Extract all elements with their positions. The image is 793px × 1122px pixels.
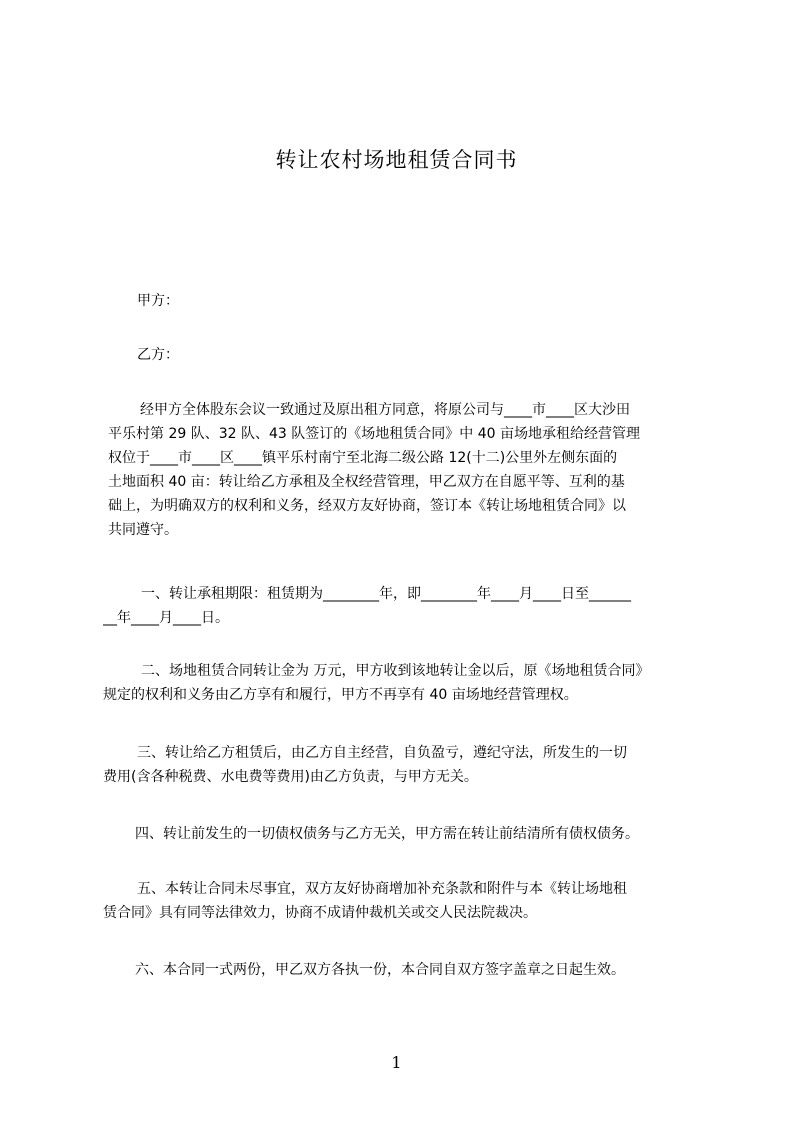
text-line: 二、场地租赁合同转让金为 万元，甲方收到该地转让金以后，原《场地租赁合同》	[141, 663, 650, 679]
text-line: 经甲方全体股东会议一致通过及原出租方同意，将原公司与____市____区大沙田	[140, 402, 630, 418]
party-b-label: 乙方：	[137, 347, 179, 363]
clause-4	[103, 822, 703, 846]
intro-paragraph	[108, 398, 700, 542]
text-line: 五、本转让合同未尽事宜，双方友好协商增加补充条款和附件与本《转让场地租	[137, 881, 627, 897]
text-line: 赁合同》具有同等法律效力，协商不成请仲裁机关或交人民法院裁决。	[103, 905, 537, 921]
text-line: 四、转让前发生的一切债权债务与乙方无关，甲方需在转让前结清所有债权债务。	[135, 826, 639, 842]
text-line: 一、转让承租期限：租赁期为________年，即________年____月____日至______	[141, 586, 631, 602]
party-a-label: 甲方：	[137, 293, 179, 309]
clause-1	[103, 582, 703, 630]
clause-3	[103, 741, 703, 789]
text-line: 础上，为明确双方的权利和义务，经双方友好协商，签订本《转让场地租赁合同》以	[108, 498, 626, 514]
page-title: 转让农村场地租赁合同书	[275, 148, 518, 172]
clause-2	[103, 659, 703, 707]
clause-5	[103, 877, 703, 925]
text-line: 三、转让给乙方租赁后，由乙方自主经营，自负盈亏，遵纪守法，所发生的一切	[137, 745, 627, 761]
text-line: 六、本合同一式两份，甲乙双方各执一份，本合同自双方签字盖章之日起生效。	[135, 962, 625, 978]
text-line: 平乐村第 29 队、32 队、43 队签订的《场地租赁合同》中 40 亩场地承租给经营管理	[108, 426, 640, 442]
text-line: 权位于____市____区____镇平乐村南宁至北海二级公路 12(十二)公里外左侧东面的	[108, 450, 618, 466]
text-line: 土地面积 40 亩：转让给乙方承租及全权经营管理，甲乙双方在自愿平等、互利的基	[108, 474, 625, 490]
text-line: 费用(含各种税费、水电费等费用)由乙方负责，与甲方无关。	[103, 769, 478, 785]
page-number: 1	[391, 1053, 402, 1072]
clause-6	[103, 958, 703, 982]
text-line: 规定的权利和义务由乙方享有和履行，甲方不再享有 40 亩场地经营管理权。	[103, 687, 578, 703]
text-line: 共同遵守。	[108, 522, 178, 538]
text-line: __年____月____日。	[103, 610, 229, 626]
